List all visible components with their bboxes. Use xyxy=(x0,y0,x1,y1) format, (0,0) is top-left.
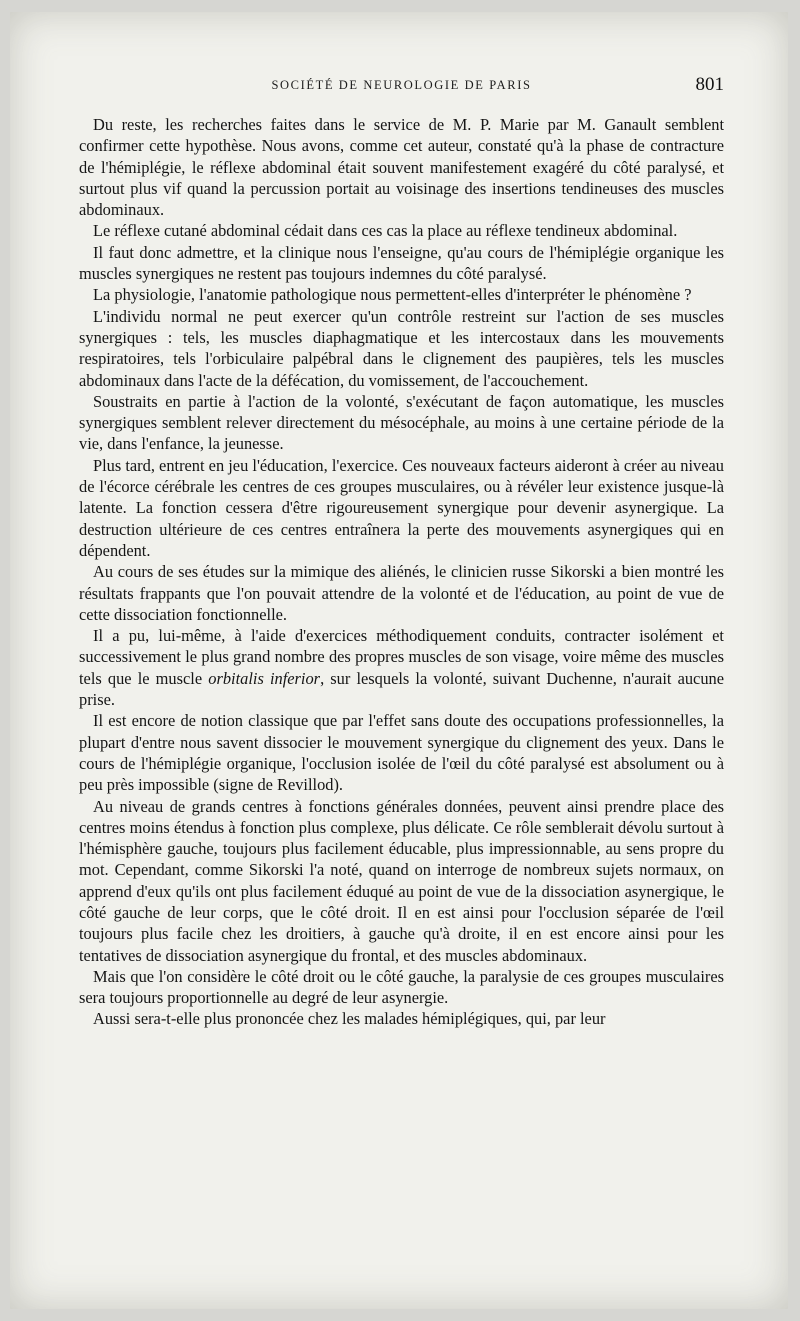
paragraph-text: , sur lesquels la volonté, suivant Duchenne, n'aurait aucune prise. xyxy=(79,668,724,710)
paragraph-with-latin-term xyxy=(79,625,724,710)
paragraph: Le réflexe cutané abdominal cédait dans ces cas la place au réflexe tendineux abdominal. xyxy=(93,221,678,241)
running-head: SOCIÉTÉ DE NEUROLOGIE DE PARIS xyxy=(271,78,532,92)
paragraph: La physiologie, l'anatomie pathologique nous permettent-elles d'interpréter le phénomène ? xyxy=(93,285,692,305)
paragraph: Aussi sera-t-elle plus prononcée chez les malades hémiplégiques, qui, par leur xyxy=(93,1009,606,1029)
article-body xyxy=(79,114,724,1030)
paragraph: Soustraits en partie à l'action de la volonté, s'exécutant de façon automatique, les muscles synergiques semblent relever directement du mésocéphale, au moins à une certaine période de la vie, dans l'enfance, la jeunesse. xyxy=(79,391,724,454)
paragraph: Au cours de ses études sur la mimique des aliénés, le clinicien russe Sikorski a bien montré les résultats frappants que l'on pouvait attendre de la volonté et de l'éducation, au point de vue de cette dissociation fonctionnelle. xyxy=(79,562,724,624)
paragraph: Du reste, les recherches faites dans le service de M. P. Marie par M. Ganault semblent confirmer cette hypothèse. Nous avons, comme cet auteur, constaté qu'à la phase de contracture de l'hémiplégie, le réflexe abdominal était souvent manifestement exagéré du côté paralysé, et surtout plus vif quand la percussion portait au voisinage des insertions tendineuses des muscles abdominaux. xyxy=(79,115,724,220)
paragraph: Mais que l'on considère le côté droit ou le côté gauche, la paralysie de ces groupes musculaires sera toujours proportionnelle au degré de leur asynergie. xyxy=(79,966,724,1008)
paragraph: Plus tard, entrent en jeu l'éducation, l'exercice. Ces nouveaux facteurs aideront à créer au niveau de l'écorce cérébrale les centres de ces groupes musculaires, ou à révéler leur existence jusque-là latente. La fonction cessera d'être rigoureusement synergique pour devenir asynergique. La destruction ultérieure de ces centres entraînera la perte des mouvements asynergiques qui en dépendent. xyxy=(79,455,724,560)
paragraph-text: Il a pu, lui-même, à l'aide d'exercices méthodiquement conduits, contracter isolément et successivement le plus grand nombre des propres muscles de son visage, voire même des muscles tels que le muscle xyxy=(79,626,724,688)
paragraph: Au niveau de grands centres à fonctions générales données, peuvent ainsi prendre place des centres moins étendus à fonction plus complexe, plus délicate. Ce rôle semblerait dévolu surtout à l'hémisphère gauche, toujours plus facilement éducable, plus impressionnable, au sens propre du mot. Cependant, comme Sikorski l'a noté, quand on interroge de nombreux sujets normaux, on apprend d'eux qu'ils ont plus facilement éduqué au point de vue de la dissociation asynergique, le côté gauche de leur corps, que le côté droit. Il en est ainsi pour l'occlusion séparée de l'œil toujours plus facile chez les droitiers, à gauche qu'à droite, il en est encore ainsi pour les tentatives de dissociation asynergique du frontal, et des muscles abdominaux. xyxy=(79,796,724,965)
latin-muscle-term: orbitalis inferior xyxy=(208,668,321,688)
page-number: 801 xyxy=(695,74,724,95)
page-header xyxy=(79,74,724,100)
paragraph: L'individu normal ne peut exercer qu'un contrôle restreint sur l'action de ses muscles synergiques : tels, les muscles diaphagmatique et les intercostaux dans les mouvements respiratoires, tels l'orbiculaire palpébral dans le clignement des paupières, tels les muscles abdominaux dans l'acte de la défécation, du vomissement, de l'accouchement. xyxy=(79,306,724,390)
paragraph: Il faut donc admettre, et la clinique nous l'enseigne, qu'au cours de l'hémiplégie organique les muscles synergiques ne restent pas toujours indemnes du côté paralysé. xyxy=(79,242,724,284)
paragraph: Il est encore de notion classique que par l'effet sans doute des occupations professionnelles, la plupart d'entre nous savent dissocier le mouvement synergique du clignement des yeux. Dans le cours de l'hémiplégie organique, l'occlusion isolée de l'œil du côté paralysé est absolument ou à peu près impossible (signe de Revillod). xyxy=(79,711,724,795)
